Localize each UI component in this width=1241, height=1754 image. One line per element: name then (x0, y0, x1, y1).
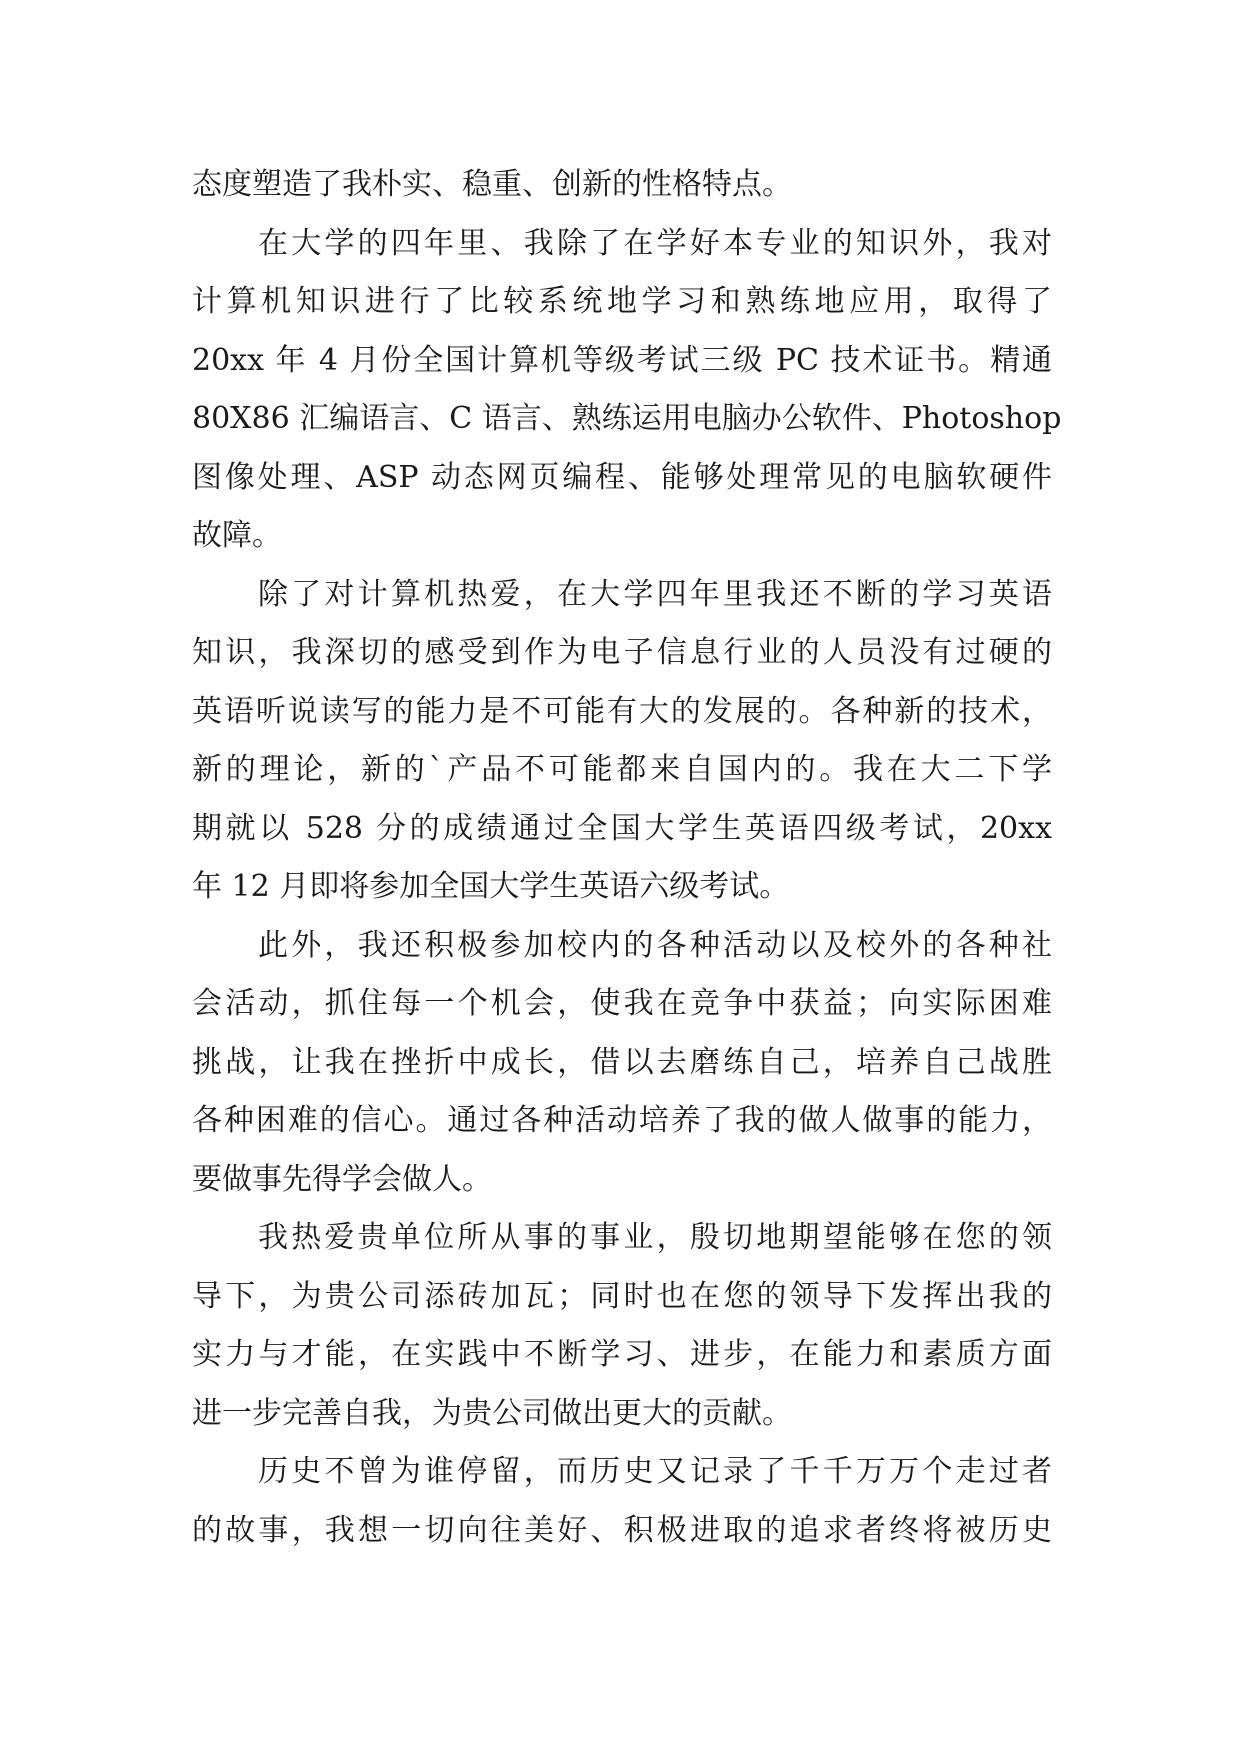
text-line: 态度塑造了我朴实、稳重、创新的性格特点。 (192, 167, 792, 202)
text-line: 计算机知识进行了比较系统地学习和熟练地应用，取得了 (192, 284, 1052, 319)
text-line: 各种困难的信心。通过各种活动培养了我的做人做事的能力， (192, 1103, 1052, 1138)
paragraph (192, 156, 1052, 215)
text-line: 历史不曾为谁停留，而历史又记录了千千万万个走过者 (258, 1454, 1052, 1489)
paragraph (192, 917, 1052, 1210)
text-line: 的故事，我想一切向往美好、积极进取的追求者终将被历史 (192, 1512, 1052, 1548)
text-line: 英语听说读写的能力是不可能有大的发展的。各种新的技术， (192, 693, 1052, 729)
text-line: 图像处理、ASP 动态网页编程、能够处理常见的电脑软硬件 (192, 459, 1052, 495)
paragraph (192, 1209, 1052, 1443)
text-line: 知识，我深切的感受到作为电子信息行业的人员没有过硬的 (192, 635, 1052, 670)
paragraph (192, 215, 1062, 566)
text-line: 80X86 汇编语言、C 语言、熟练运用电脑办公软件、Photoshop (192, 401, 1062, 436)
text-line: 除了对计算机热爱，在大学四年里我还不断的学习英语 (258, 576, 1052, 612)
text-line: 年 12 月即将参加全国大学生英语六级考试。 (192, 869, 790, 904)
text-line: 期就以 528 分的成绩通过全国大学生英语四级考试，20xx (192, 810, 1052, 846)
document-body (192, 156, 1062, 1560)
text-line: 新的理论，新的`产品不可能都来自国内的。我在大二下学 (192, 752, 1052, 787)
text-line: 此外，我还积极参加校内的各种活动以及校外的各种社 (258, 927, 1052, 963)
text-line: 故障。 (192, 518, 282, 553)
text-line: 我热爱贵单位所从事的事业，殷切地期望能够在您的领 (258, 1220, 1052, 1255)
text-line: 在大学的四年里、我除了在学好本专业的知识外，我对 (258, 225, 1052, 261)
text-line: 挑战，让我在挫折中成长，借以去磨练自己，培养自己战胜 (192, 1044, 1052, 1080)
text-line: 实力与才能，在实践中不断学习、进步，在能力和素质方面 (192, 1337, 1052, 1372)
text-line: 20xx 年 4 月份全国计算机等级考试三级 PC 技术证书。精通 (192, 342, 1052, 378)
paragraph (192, 566, 1052, 917)
text-line: 会活动，抓住每一个机会，使我在竞争中获益；向实际困难 (192, 986, 1052, 1021)
text-line: 导下，为贵公司添砖加瓦；同时也在您的领导下发挥出我的 (192, 1278, 1052, 1314)
text-line: 要做事先得学会做人。 (192, 1161, 492, 1197)
paragraph (192, 1443, 1052, 1560)
text-line: 进一步完善自我，为贵公司做出更大的贡献。 (192, 1395, 792, 1431)
